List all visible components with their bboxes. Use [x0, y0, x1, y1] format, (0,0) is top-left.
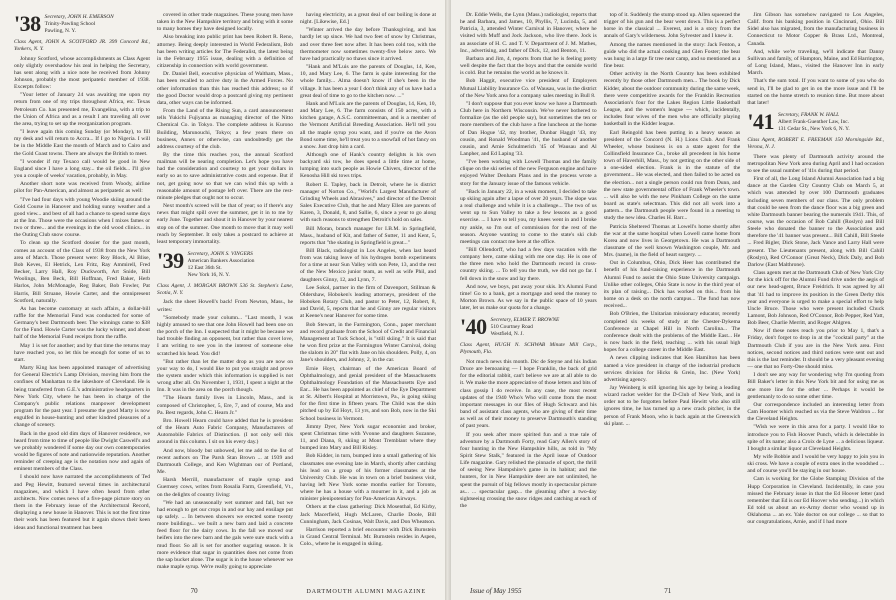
paragraph: Dr. Daniel Bell, executive physician of Waltham, Mass., has been recalled to active duty in the Armed Forces. No other information than this has reached this address; so if the good Doctor would drop a postcard giving my pertinent data, other ways can be informed. — [157, 71, 293, 106]
paragraph: "Winter arrived the day before Thanksgiving, and has hardly let up since. We had two feet of snow by Christmas, and over three feet now after. It has been cold too, with the thermometer now sometimes twenty-five below zero. We have had practically no thaws since it arrived. — [300, 27, 436, 62]
paragraph: Marty King has been appointed manager of advertising for General Electric's Lamp Division, moving him from the confines of Manhattan to the lakeshore of Cleveland. He is being transferred from G.E.'s administrative headquarters in New York City, where he has been in charge of the Company's public relations manpower development program for the past year. I presume the good Marty is now engulfed in house-hunting and other kindred pleasures of a change of scenery. — [14, 365, 150, 429]
paragraph: Others at the class gathering: Dick Mosenthal, Ed Kirby, Jack Macerfield, Hugh McLaren, Charlie Doole, Bill Cunningham, Jack Cosinas, Walt Davis, and Don Wheatson. — [300, 504, 436, 525]
paragraph: Harrison reported a brief encounter with Dick Burnstein in Grand Central Terminal. Mr. Burnstein resides in Aspen, Colo., where he is engaged in skiing. — [300, 526, 436, 548]
class-number: '41 — [747, 109, 774, 135]
paragraph: Lee Sokol, partner in the firm of Davenport, Stillman & Oldershaw, Hoboken's leading attorneys, president of the Hoboken Rotary Club, and pastor to Peter, 12, Robert, 8, and David, 5, reports that he and Ginny are regular visitors at Keene's near Hanover for some time. — [300, 284, 436, 320]
issue-label: Issue of May 1955 — [470, 587, 522, 595]
paragraph: Dr. Eddie Wells, the Lynn (Mass.) radiologist, reports that he and Barbara, and James, 10, Phyllis, 7, Lucinda, 5, and Patricia, 3, attended Winter Carnival in Hanover, where he visited with Muff and Jock Jackson, who live there. Jock is an associate of H. C. and T. V. Department of J. M. Mathes, Inc., advertising, and father of Dick, 12, and Benton, 11. — [460, 12, 597, 54]
paragraph: "I've been working with Lowell Thomas and the family clique on the ski series of the new Ferguson engine and have enjoyed Walter Denham Plans and in the process wrote a story for the January issue of the famous vehicle. — [460, 159, 597, 187]
paragraph: May 1 is set for another; and by that time the returns may have reached you, so let this be enough for some of us to start. — [14, 342, 150, 363]
paragraph: Also breaking into public print has been Robert R. Reno, attorney. Being deeply interested in World Federalism, Bob has been writing articles for The Federalist, the latest being in the February 1955 issue, dealing with a definition of citizenship in connection with world government. — [157, 34, 293, 70]
paragraph: If you seek after more spirited fun and a true tale of adventure by a Dartmouth Forty, read Gary Allen's story of four hunting in the New Hampshire hills, as told in "My Spirit Stew Stalk," featured in the April issue of Outdoor Life magazine. Gary relished the pinnacle of sport, the thrill of seeing New Hampshire's game in its habitat; and the hunters, for in New Hampshire deer are not unlimited, he spent the pursuit of big fellows mostly in spectacular picture as... ... spectacular gasp... the gleaming after a two-day sightseeing crossing the snow ridges and catching at each of the — [460, 431, 597, 510]
paragraph: And, while we're traveling, we'll indicate that Danny Sullivan and family, of Hampton, Maine, and Ed Harrington, of Long Island, Mass., visited the Hanover Inn in early March. — [747, 48, 884, 77]
class-agent: Class Agent, ROBERT E. FREEMAN 150 Morningside Rd., Verona, N. J. — [747, 136, 884, 150]
magazine-title: DARTMOUTH ALUMNI MAGAZINE — [306, 587, 426, 595]
column-text — [460, 359, 597, 510]
class-secretary-block: Secretary, JOHN H. EMERSON Trinity-Pawling School Pawling, N. Y. — [44, 14, 114, 34]
class-number: '40 — [460, 314, 487, 340]
column-text — [157, 12, 293, 246]
paragraph: Earl Reingold has been putting in a heavy season as president of the Concord (N. H.) Lions Club. And Frank Wheeler, whose business is on a state agent for the Collinsfield Insurance Co., broke all precedent in his home town of Haverhill, Mass., by not getting on the other side of a one-sided election. Frank is in the statute of the government... He was elected, and then failed to be acted on the election... not a single person could run from Dunn, and the new state governmental office of Frank Wheeler's town. ... will also be with the new Pinkham College on the same board as state's selectman. This did not all work into a pattern... the Dartmouth people were found in a meeting to study the new idea. Charles H. Barr... — [603, 129, 741, 222]
right-column-3 — [747, 12, 884, 586]
paragraph: Another short note was received from Woody, airline pilot for Pan-American, and almost as peripatetic as well: — [14, 181, 150, 195]
paragraph: Jay Weinberg is still ignoring his age by being a leading wizard racket welder for the D-Club of New York, and in order not to be forgotten before Paul Hewitt who also still ignores time, he has turned up a new crack pitcher, in the person of Frank Moon, who is back again at the Greenwich ski plant. ... — [603, 384, 741, 427]
paragraph: From the Land of the Rising Sun, a card announcement tells Yukichi Fujiyama as managing director of the Nitto Chemical Co. in Tokyo. The complete address is Kurono Building, Marunouchi, Tokyo; a few years there on business, Annex or otherwise, can undoubtedly get the address courtesy of the club. — [157, 108, 293, 150]
paragraph: Bill Black, radiologist in Los Angeles, when last heard from was taking leave of his hydrogen bomb experiments for a time at near Sun Valley with son Pete, 13, and the rest of the New Mexico junior team, as well as wife Phil, and daughters Ginny, 12, and Lynn, 7. — [300, 248, 436, 283]
paragraph: Other activity in the North Country has been exhibited recently by those other Dartmouth men... The book by Dick Kidder, about the outdoor community during the same week, there were competitive awards for the Franklin Recreation Association's four for the Lakes Region Little Basketball League, and the women's league — which, incidentally, includes four wives of the men who are officially playing basketball in the Kidder league. — [603, 71, 741, 128]
paragraph: Ernie Hoyt, chairman of the American Board of Ophthalmology, and genial president of the Massachusetts Ophthalmology Foundation of the Massachusetts Eye and Ear... He has been appointed as chief of the Eye Department at St. Albert's Hospital at Morristown, Pa., is going skiing for the first time in fifteen years. The Child was the skin pitched up by Ed Hoyt, 13 yrs, and son Bob, now in the Ski School business in Vermont. — [300, 365, 436, 422]
column-text — [460, 284, 597, 313]
class-1938-header — [14, 14, 150, 35]
class-agent: Class Agent, JOHN A. SCOTFORD JR. 399 Concord Rd., Yonkers, N. Y. — [14, 38, 150, 52]
paragraph: top of it. Suddenly the stump stood up. Allen squeezed the trigger of his gun and the bear went down. This is a perfect horse in the classical ... Everest, and is a story from the annals of Gary's wilderness. John Sylvester and I knew it. — [603, 12, 741, 40]
paragraph: Hank and M'Luis are the parents of Douglas, 14, Ken, 10, and Mary Lee, 6. The farm consists of 150 acres, with a kitchen garage, A.S.C. committeeman, and is a member of the Vermont Artificial Breeding Association. He'll tell you all the maple syrup you want, and if you're on the Avon Bond some time, he'll treat you to a snowfall of hot fancy on a snow. Just drop him a card. — [300, 100, 436, 150]
paragraph: Not much news this month. Dic de Steyne and his Indian Druce are bemoaning — I hope Franklin, the back of grid for the editorial rabbit, can't believe we are at all able to do it. We make the more appreciative of those letters and bits of class gossip I do receive. In any case, the most recent updates of the 1940 Who's Who will come from the most important messages in our files of Hugh Schwarz and his band of assistant class agents, who are giving of their time as well as of their money to preserve Dartmouth's standing of past years. — [460, 358, 597, 430]
paragraph: First of all, the Long Island Alumni Association had a big dance at the Garden City Country Club on March 5, at which was attended by over 100 Dartmouth graduates including seven members of our class. The only problem that could be seen from the dance floor was a big green and white Dartmouth banner bearing the numerals 1941. This, of course, was the occasion of Bob Cahill (Roslyn) and Bill Steele who donated the banner to the Association and therefore the '41 banner was present... Bill Cahill, Bill Steele ... Fred Bigler, Dick Stone, Jack Vance and Larry Hall were present. The Lieutenants present, along with Bill Cahill (Roslyn), Red O'Connor (Great Neck), Dick Daly, and Bob Darlow (East Malthrone). — [747, 176, 884, 268]
left-column-1 — [14, 12, 150, 586]
paragraph: And now, bloody but unbowed, let me add to the list of recent authors on The Parsh Stan Brown ... at 1939 and Dartmouth College, and Ken Wightman our of Portland, Me. — [157, 447, 293, 476]
page-number: 70 — [190, 587, 198, 595]
paragraph: Next month's screed will be that of year; so if there's any news that might spill over the summer, get it in to me by early June. Together and shout it in Hanover by your nearest stop on of the summer. One month to move that it may well reach by September. It only takes a postcard to achieve at least temporary immortality. — [157, 203, 293, 245]
right-page — [448, 0, 896, 600]
paragraph: Jim Gibson has somehow navigated to Los Angeles, Calif. from his banking position in Cincinnati, Ohio. Bill Sidel also has migrated, from the manufacturing business in Connecticut to Motor Copper & Brass Ltd., Montreal, Canada. — [747, 12, 884, 47]
right-column-1 — [460, 12, 597, 586]
column-text — [747, 12, 884, 107]
column-text — [157, 299, 293, 571]
paragraph: Cam is working for the Globe Stamping Division of the Hupp Corporation in Cleveland. Incidentally, in case you missed the February issue in that the Ed Hoover letter (and remember that Ed is our Ed Hoover who sending...) in which Ed told us about an ex-Army doctor who wound up in Oklahoma ... an ex. Yale doctor on our college ... so that to our congratulations, Arnie, and if I had more — [747, 476, 884, 526]
paragraph: having electricity, as a great deal of our boiling is done at night. [Likewise, Ed.] — [300, 12, 436, 26]
page-gutter — [445, 0, 451, 600]
paragraph: Johnny Scotford, whose accomplishments as Class Agent only slightly overshadow his zeal in helping the Secretary, has sent along with a nice note he received from Johnny Johnson, probably the most peripatetic member of 1938. Excerpts follow: — [14, 55, 150, 91]
column-text — [604, 12, 741, 428]
right-column-2 — [604, 12, 741, 586]
paragraph: "I've had four days with young Woodie skiing around the Gold Course in Hanover and holding sunny weather and a good view... and best of all had a chance to spend some days at the Inn. Those were the occasions when I mixes fames or two or three... and the evenings in the old wood clinics... in the Outing Club snow course. — [14, 196, 150, 239]
class-1940-header — [460, 314, 597, 340]
paragraph: There was plenty of Dartmouth activity around the metropolitan New York area during April and I had occasion to see the usual number of '41s during that period. — [747, 153, 884, 174]
paragraph: By the time this reaches you, the annual Scotford mailman will be nearing completion. Let's hope you have had the consideration and courtesy to get your dollars in early so as to save administrative costs and expense. But if not, get going now so that we can wind this up with a reasonable amount of postage left over. There are the rest-minute pledges that ought not to occur. — [157, 151, 293, 201]
paragraph: "Hank and M'Luis are the parents of Douglas, 14, Ken, 10, and Mary Lee, 6. The farm is quite interesting for the whole family... Alma doesn't know if she's been in the village. It has been a year I don't think any of us have had a great deal of time to go to the kitchen now. ..." — [300, 64, 436, 99]
paragraph: Bob Stewart, in the Farmington, Conn., paper merchant and record graduate from the School of Credit and Financial Management at Tuck School, is "still skiing." It is said that he won first prize at the Farmington Winter Carnival, doing the slalom in 20" flat with Jane on his shoulders. Polly, 4, on Jane's shoulders, and Johnny, 2, in the car. — [300, 321, 436, 364]
paragraph: Now if these notes reach you prior to May 1, that's a Friday, don't forget to drop in at the "cocktail party" at the Dartmouth Club if you are in the New York area. First notices, second notices and third notices were sent out and this is the last reminder. It should be a very pleasant evening — one that no Forty-One should miss. — [747, 328, 884, 371]
paragraph: "Back in January 22, in a weak moment, I decided to take up skiing again after a lapse of over 20 years. The slope was a real challenge and while it is a challenge... The two of us went up to Sun Valley to take a few lessons as a good exercise. ... I have to tell you, my knees went in and I broke my ankle, so I'm out of commission for the rest of the season. Anyone wanting to come to the state's ski club meetings can contact me here at the office. — [460, 188, 597, 245]
paragraph: Bro. Howell Hearn could have added that he is president of the Hearn Auto Fabric Company, Manufacturers of Automobile Fabrics of Distinction. (I not only sell this around in this column. I sit on his every day.) — [157, 417, 293, 446]
left-column-2 — [157, 12, 293, 586]
paragraph: "We had an unseasonally wet summer and fall, but we had enough to get our crops in and our hay and ensilage put up safely. ... In between showers we erected some twenty more buildings... we built a new barn and laid a concrete feed floor for the dairy cows. In the fall we moved our heifers into the new barn and the gals were sure stuck with a mud floor. So all is set for another sugaring season. It is more evidence that sugar in quantities does not come from the sap bucket alone. The sugar is in the house whenever we make maple syrup. We're really going to appreciate — [157, 499, 293, 571]
paragraph: Jack the sheet Howell's back! From Newton, Mass., he writes: — [157, 299, 293, 313]
paragraph: "But rather than let the matter drop as you are now on your way to do, I would like to put you straight and prove the system under which this information is supplied is not wrong after all. On November 1, 1931, I spent a night at the Inn. It was in the area on the porch though. — [157, 358, 293, 394]
paragraph: Bob Kidder, in turn, bumped into a small gathering of his classmates one evening late in March, shortly after catching his lead on a group of his former classmates at the University Club. He was in town on a brief business visit, having left New York some months earlier for Toronto, where he has a house with a mourner in it, and a job as minister plenipotentiary for Pan-American Airways. — [300, 453, 436, 503]
paragraph: As has become customary at such affairs, a dollar-bill raffle for the Memorial Fund was conducted for some of Germany's best Dartmouth beer. The winnings came to $38 for the Fund. Howie Carter was the lucky winner, and about half of the Memorial Fund receipts from the raffle. — [14, 305, 150, 341]
column-text — [14, 56, 150, 532]
paragraph: Bill Moran, branch manager for I.B.M. in Springfield, Mass., husband of Kit, and father of Sutter, 11 and Kent, 5, reports that "the skating in Springfield is great..." — [300, 225, 436, 246]
class-agent: Class Agent, J. MORGAN BROWN 536 St. Stephen's Lane, Scotia, N. Y. — [157, 282, 293, 296]
class-secretary-block: Secretary, FRANK W. HALL Albert Frank-Guenther Law, Inc. 131 Cedar St., New York 6, N. Y. — [777, 112, 850, 132]
paragraph: I don't see any way for wondering why I'm quoting from Bill Baker's letter in this New York bit and for using me as one more line for the other ... Perhaps it would be gentlemanly to do so some other time. — [747, 372, 884, 400]
paragraph: That's the sum total. If you want to some of you who do send in, I'll be glad to get in on the more issue and I'll be started on the home stretch to reunion time. But more about that later! — [747, 78, 884, 106]
paragraph: Our correspondence included an interesting letter from Cam Hoomer which reached us via the Steve Waldron ... for the Cleveland Heights. — [747, 401, 884, 423]
column-text — [460, 12, 597, 283]
column-text — [300, 12, 436, 548]
class-secretary-block: Secretary, JOHN S. VINGERS American Bankers Association 12 East 36th St. New York 16, N. Y. — [187, 251, 255, 278]
paragraph: "Bill Ollendorff, who had a few days vacation with the company here, came skiing with me one day. He is one of the three men who hold the Dartmouth record in cross-country skiing. ... To tell you the truth, we did not go far. I fell down in the snow and lay there. — [460, 247, 597, 282]
class-secretary-block: Secretary, ELMER T. BROWNE 510 Courtney Road Westfield, N. J. — [490, 317, 560, 338]
paragraph: "The Hearn family lives in Lincoln, Mass., and is composed of Christopher, 5, Ere, 7, and of course, Ma and Pa. Best regards, John C. Hearn Jr." — [157, 395, 293, 416]
left-column-3 — [300, 12, 436, 586]
paragraph: A news clipping indicates that Ken Hamilton has been named a vice president in charge of the industrial products services division for Hicks & Grein, Inc. (New York) advertising agency. — [603, 355, 741, 383]
paragraph: Although one of Hank's country delights is his own backyard ski tow, he does spend a little time at home, lumping into such people as Howie Chivers, director of the Kenosha Hill ski tows trips. — [300, 151, 436, 180]
paragraph: covered in other trade magazines. These young men have taken in the New Hampshire territory and bring with it some to many homes they have designed locally. — [157, 12, 293, 33]
paragraph: Barbara and Jim, 4, reports from that he is feeling pretty well despite the fact that the boys and that the outside world is cold. But he remains the world as he knows it. — [460, 55, 597, 77]
paragraph: "Somebody made your column... "Last month, I was highly amused to see that one John Howell had been one on the porch of the Inn. I suspected that it might be because we had trouble finding an opponent, but rather than covet love, I am writing to see you in the interest of someone else scratched his head. You did! — [157, 314, 293, 357]
paragraph: To clean up the Scotford dossier for the past month, comes an account of the Class of 1938 from the New York area of March. Those present were: Roy Block, Al Blise, Bob Keves, El Hetrick, Len Fritz, Ray Ammirell, Fred Becker, Larry Hall, Roy Duckworth, Art Snide, Bill Woolings, Ben Beck, Bill Hoffman, Fred Baker, Herb Harlos, John McMonagle, Reg Baker, Bob Fowler, Pat Harris, Bill Struane, Howie Carter, and the omnipresent Scotford, naturally. — [14, 240, 150, 304]
paragraph: Back in the good old dim days of Hanover residence, we heard from time to time of people like Dwight Caswell's and we probably wondered if some day our own contemporaries would be figures of note and nationwide reputation. Another reminder of creeping age is the notation now and again of eminent members of the Class. — [14, 430, 150, 473]
paragraph: "Wish we were in this area for a party. I would like to introduce you to Fish Hoover Punch, which is delectable in spite of its name; also a Croix de Lyne ... a delicious liqueur. I bought a similar liquor at Cleveland Heights. — [747, 424, 884, 452]
right-footer — [448, 587, 896, 595]
paragraph: Robert E. Tapley, back in Detroit, where he is district manager of Norton Co., "World's Largest Manufacturer of Grinding Wheels and Abrasives," and director of the Detroit Sales Executive Club, that he and Mary Ellen are parents of Karen, 3, Donald, 8, and Sallie, 6, since a year to go along with such reasons to strengthen Detroit's hold on sales. — [300, 181, 436, 224]
paragraph: Jimmy Dyer, New York sugar economist and broker, spent Christmas time with Yvonne and daughters Suzanne, 11, and Diana, 8, skiing at Mont Tremblant where they bumped into Mary and Bill Risley. — [300, 423, 436, 452]
class-1941-header — [747, 109, 884, 135]
paragraph: And now, we boys, put away your skis. It's Alumni Fund time! Go to a bank, get a mortgage and send the money to Morton Brown. As we say in the public space of 10 years later, let us make our quota for a change. — [460, 283, 597, 312]
page-number: 71 — [664, 587, 672, 595]
paragraph: Out in Columbus, Ohio, Dick Heer has contributed the benefit of his fund-raising experience in the Dartmouth Alumni Fund to assist the Ohio State University campaign. Unlike other colleges, Ohio State is now in the third year of its plan of raising... Dick has worked on this... from his home on a desk on the north campus... The fund has now received... — [603, 260, 741, 310]
class-agent: Class Agent, HUGH N. SCHWAB Minute Mill Corp., Plymouth, Fla. — [460, 342, 597, 356]
paragraph: I should now have narrated the accomplishments of Ted and Peg Hewitt, featured several times in architectural magazines, and which I have often heard from other architects. Now comes news of a five-page picture story on them in the February issue of the Architectural Record, displaying a new house in Hanover. This is not the first time their work has been featured but it again shows their keen ideas and functional treatment has been — [14, 474, 150, 531]
paragraph: My wife Bobbie and I would be very happy to join you in ski cross. We have a couple of extra ones in the woodshed ... and of course you'll be staying in our house. — [747, 453, 884, 475]
left-footer — [0, 587, 448, 595]
paragraph: "I wonder if my Texaco call would be good in New England since I have a long stay... the oil fields... I'll give you a couple of weeks' vacation, probably, in May. — [14, 158, 150, 180]
paragraph: Harsh Merrill, manufacturer of maple syrup and Guernsey cows, writes from Rosalia Farm, Greenfield, Vt., on the delights of country living: — [157, 477, 293, 498]
paragraph: Class agents met at the Dartmouth Club of New York City for the kick off for the Alumni Fund drive under the aegis of our new head-agent, Bruce Freidrich. It was agreed by all that '41 had to improve its position in the Green Derby this year and everyone is urged to make a special effort to help Uncle Bruce. Those who were present included Chuck Lamont, Bob Johnson, Red O'Connor, Bob Pepper, Red Yatt, Bob Beer, Charlie Merritt, and Roger Ahlgren. — [747, 270, 884, 327]
class-1939-header — [157, 248, 293, 279]
class-number: '39 — [157, 248, 184, 273]
paragraph: Bob Haggit, executive vice president of Employers Mutual Liability Insurance Co. of Wausau, was in the district of the New York area for a company sales meeting in Bull 8. — [460, 78, 597, 99]
column-text — [747, 154, 884, 527]
paragraph: Bob O'Brien, the Unitarian missionary educator, recently completed six weeks of study at the Chester-Dykema Conference at Chapel Hill in North Carolina... The conference dealt with the problems of the Middle East... He is now back in the field, teaching ... with his usual high hopes for a college career in the Middle East. — [603, 311, 741, 354]
paragraph: Patricia Sheltered Thomas at Lowell's home shortly after the war at the same hospital when Lowell came home from Korea and now lives in Georgetown. He was a Dartmouth classmate of the well known Washington couple, Mr. and Mrs. (name), in the field of heart surgery. ... — [603, 223, 741, 259]
class-number: '38 — [14, 12, 41, 36]
paragraph: "Your letter of January 24 was awaiting me upon my return from one of my trips throughout Africa, etc. Texas Petroleum Co. has presented me, Evangelina, with a trip to the Union of Africa and as a result I am traveling all over the area, trying to set up the reorganization program. — [14, 92, 150, 127]
paragraph: "I don't suppose that you ever know we have a Dartmouth Club here in Northern Wisconsin. We've never bothered to formalize (as the old people say), but sometimes the ten or more members of the club have a fine luncheon at the home of Dan Hogue '42, my brother, Dunbar Haggit '43, my cousin, and Ronald Woodman '41, the husband of another cousin, and Arnie Schulmerich '45 of Wausau and Al Lanpher, and Ed Laping '33. — [460, 100, 597, 157]
paragraph: "I leave again this coming Sunday (or Monday), to fill my desk and will return to Accra... If I go to Nigeria. I will be in the Middle East the month of March and to Cairo and the Gold Coast towns. There are always the British to meet. — [14, 129, 150, 157]
paragraph: Among the names mentioned in the story: Jack Fenton, a guide who did the actual cooking and Glen Foster; the bear was hung in a large fir tree near camp, and so mentioned as a fine bear. — [603, 41, 741, 70]
